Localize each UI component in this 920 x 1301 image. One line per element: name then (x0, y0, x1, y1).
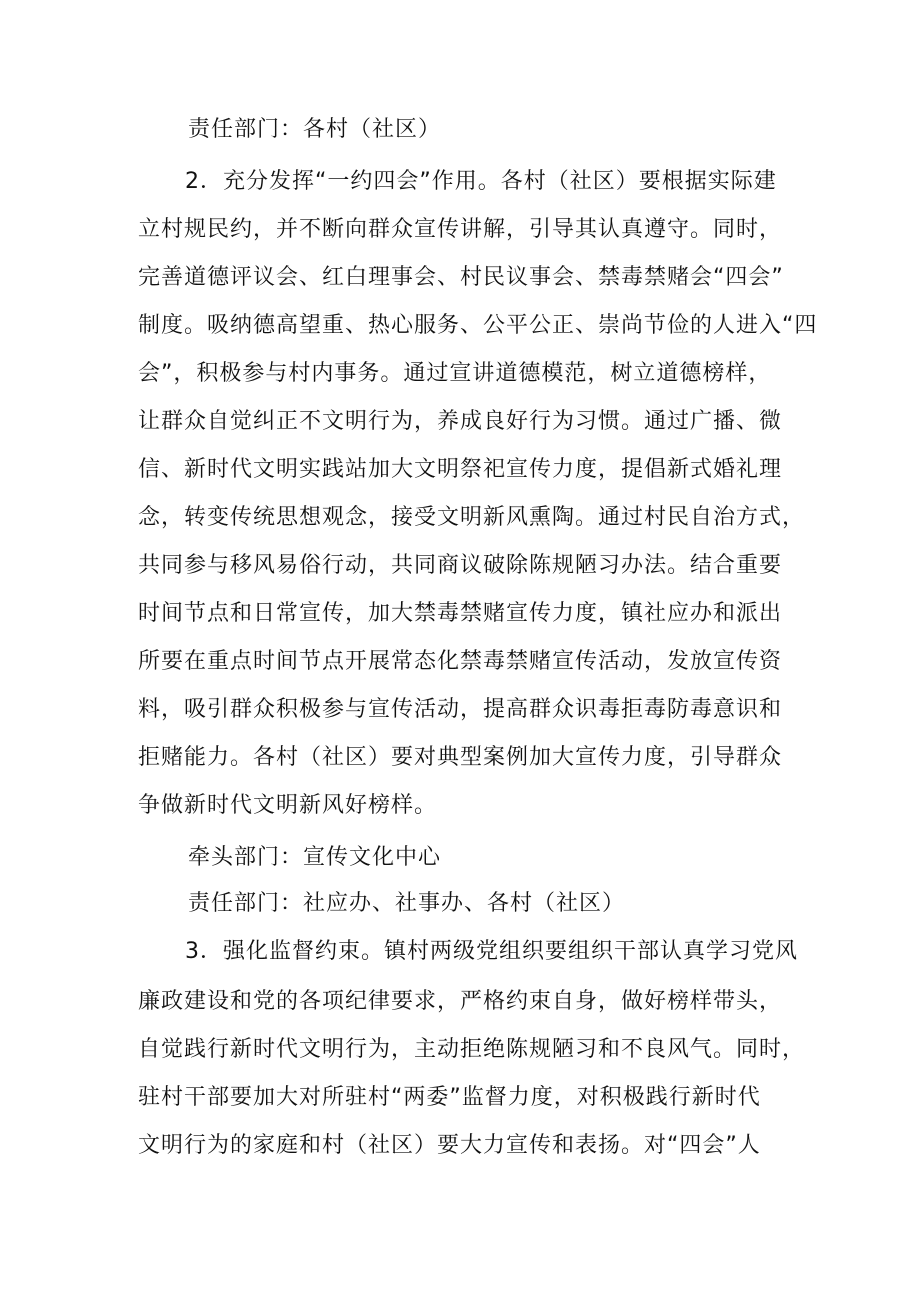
paragraph-text-line: 拒赌能力。各村（社区）要对典型案例加大宣传力度，引导群众 (138, 745, 783, 770)
paragraph-text-line: 料，吸引群众积极参与宣传活动，提高群众识毒拒毒防毒意识和 (138, 697, 783, 722)
paragraph-text-line: 文明行为的家庭和村（社区）要大力宣传和表扬。对“四会”人 (138, 1133, 761, 1158)
paragraph-text-line: 3．强化监督约束。镇村两级党组织要组织干部认真学习党风 (185, 939, 798, 964)
paragraph-text-line: 立村规民约，并不断向群众宣传讲解，引导其认真遵守。同时， (138, 217, 783, 242)
text-line: 责任部门：各村（社区） (188, 117, 442, 142)
paragraph-text-line: 完善道德评议会、红白理事会、村民议事会、禁毒禁赌会“四会” (138, 265, 784, 290)
paragraph-text-line: 制度。吸纳德高望重、热心服务、公平公正、崇尚节俭的人进入“四 (138, 313, 818, 338)
paragraph-text-line: 2．充分发挥“一约四会”作用。各村（社区）要根据实际建 (185, 169, 777, 194)
paragraph-text-line: 时间节点和日常宣传，加大禁毒禁赌宣传力度，镇社应办和派出 (138, 601, 783, 626)
text-line: 责任部门：社应办、社事办、各村（社区） (188, 891, 626, 916)
paragraph-text-line: 会”，积极参与村内事务。通过宣讲道德模范，树立道德榜样， (138, 361, 772, 386)
paragraph-text-line: 争做新时代文明新风好榜样。 (138, 793, 438, 818)
text-line: 牵头部门：宣传文化中心 (188, 845, 442, 870)
paragraph-text-line: 让群众自觉纠正不文明行为，养成良好行为习惯。通过广播、微 (138, 409, 783, 434)
paragraph-text-line: 驻村干部要加大对所驻村“两委”监督力度，对积极践行新时代 (138, 1085, 761, 1110)
paragraph-text-line: 共同参与移风易俗行动，共同商议破除陈规陋习办法。结合重要 (138, 553, 783, 578)
paragraph-text-line: 信、新时代文明实践站加大文明祭祀宣传力度，提倡新式婚礼理 (138, 457, 783, 482)
paragraph-text-line: 所要在重点时间节点开展常态化禁毒禁赌宣传活动，发放宣传资 (138, 649, 783, 674)
paragraph-text-line: 自觉践行新时代文明行为，主动拒绝陈规陋习和不良风气。同时， (138, 1037, 806, 1062)
paragraph-text-line: 廉政建设和党的各项纪律要求，严格约束自身，做好榜样带头， (138, 989, 783, 1014)
paragraph-text-line: 念，转变传统思想观念，接受文明新风熏陶。通过村民自治方式， (138, 505, 806, 530)
